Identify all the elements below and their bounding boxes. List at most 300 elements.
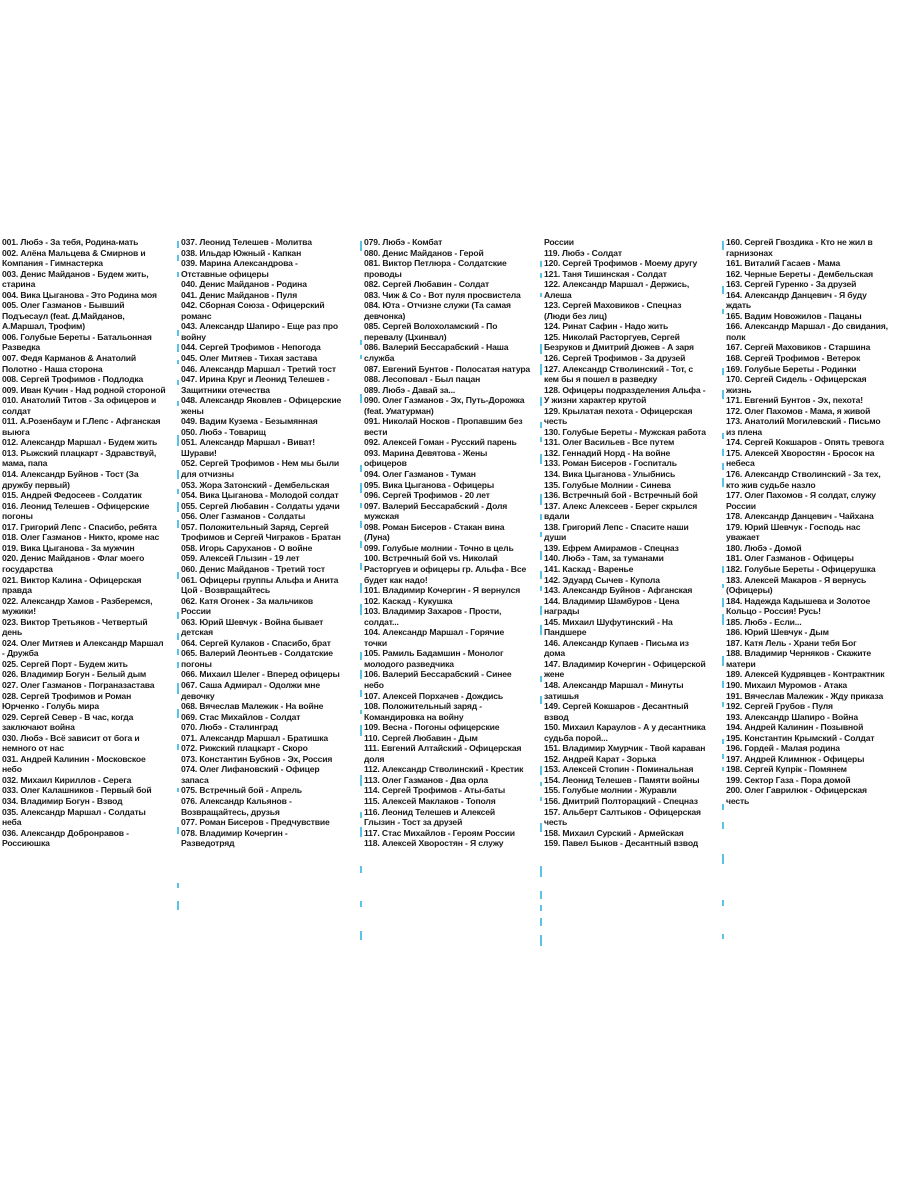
track-line: 098. Роман Бисеров - Стакан вина xyxy=(364,521,505,532)
track-line: 020. Денис Майданов - Флаг моего xyxy=(2,553,145,564)
track-line: 094. Олег Газманов - Туман xyxy=(364,469,476,480)
track-line: Компания - Гимнастерка xyxy=(2,258,103,269)
track-line: 169. Голубые Береты - Родинки xyxy=(726,363,857,374)
track-line: 076. Александр Кальянов - xyxy=(181,795,292,806)
track-line: 016. Леонид Телешев - Офицерские xyxy=(2,500,150,511)
track-line: Возвращайтесь, друзья xyxy=(181,806,280,817)
track-line: 024. Олег Митяев и Александр Маршал xyxy=(2,637,164,648)
track-line: небеса xyxy=(726,458,755,469)
track-line: 037. Леонид Телешев - Молитва xyxy=(181,237,312,247)
track-line: 175. Алексей Хворостян - Бросок на xyxy=(726,447,875,458)
track-line: 156. Дмитрий Полторацкий - Спецназ xyxy=(544,795,698,806)
track-line: 130. Голубые Береты - Мужская работа xyxy=(544,426,706,437)
track-line: 083. Чиж & Co - Вот пуля просвистела xyxy=(364,289,521,300)
track-line: 054. Вика Цыганова - Молодой солдат xyxy=(181,490,339,501)
track-line: 181. Олег Газманов - Офицеры xyxy=(726,553,854,564)
track-line: 190. Михаил Муромов - Атака xyxy=(726,679,847,690)
column-edge-mark xyxy=(722,368,724,375)
track-line: девчонка) xyxy=(364,310,406,321)
column-edge-mark xyxy=(540,586,542,591)
track-line: 028. Сергей Трофимов и Роман xyxy=(2,690,132,701)
column-edge-mark xyxy=(722,614,724,625)
track-line: дома xyxy=(544,648,566,659)
track-line: 143. Александр Буйнов - Афганская xyxy=(544,585,693,596)
track-line: 013. Рыжский плацкарт - Здравствуй, xyxy=(2,447,157,458)
track-line: (Люди без лиц) xyxy=(544,310,607,321)
track-line: 145. Михаил Шуфутинский - На xyxy=(544,616,673,627)
track-line: России xyxy=(726,500,756,511)
column-edge-mark xyxy=(177,360,179,364)
track-line: 048. Александр Яковлев - Офицерские xyxy=(181,395,342,406)
track-line: 038. Ильдар Южный - Капкан xyxy=(181,247,302,258)
column-edge-mark xyxy=(360,670,362,679)
track-line: 192. Сергей Грубов - Пуля xyxy=(726,701,833,712)
track-line: 128. Офицеры подразделения Альфа - xyxy=(544,384,706,395)
track-line: 091. Николай Носков - Пропавшим без xyxy=(364,416,523,427)
column-edge-mark xyxy=(360,465,362,472)
track-line: 131. Олег Васильев - Все путем xyxy=(544,437,675,448)
track-line: 126. Сергей Трофимов - За друзей xyxy=(544,353,686,364)
track-line: Защитники отечества xyxy=(181,384,270,395)
column-edge-mark xyxy=(722,584,724,588)
track-line: служба xyxy=(364,353,395,364)
track-line: 182. Голубые Береты - Офицерушка xyxy=(726,563,876,574)
tracklist-column-2 xyxy=(181,237,351,849)
track-line: 025. Сергей Порт - Будем жить xyxy=(2,658,128,669)
track-line: 113. Олег Газманов - Два орла xyxy=(364,774,489,785)
track-line: 194. Андрей Калинин - Позывной xyxy=(726,722,864,733)
track-line: 112. Александр Стволинский - Крестик xyxy=(364,764,524,775)
track-line: 180. Любэ - Домой xyxy=(726,542,802,553)
column-edge-mark xyxy=(540,532,542,537)
track-line: 058. Игорь Саруханов - О войне xyxy=(181,542,313,553)
track-line: 193. Александр Шапиро - Война xyxy=(726,711,858,722)
track-line: 109. Весна - Погоны офицерские xyxy=(364,722,500,733)
track-line: романс xyxy=(181,310,212,321)
column-edge-mark xyxy=(177,612,179,619)
track-line: 021. Виктор Калина - Офицерская xyxy=(2,574,142,585)
column-edge-mark xyxy=(722,656,724,666)
track-line: Россиюшка xyxy=(2,838,50,849)
track-line: 139. Ефрем Амирамов - Спецназ xyxy=(544,542,679,553)
column-edge-mark xyxy=(540,454,542,464)
track-line: ждать xyxy=(726,300,752,311)
track-line: будет как надо! xyxy=(364,574,428,585)
track-line: награды xyxy=(544,606,580,617)
track-line: 073. Константин Бубнов - Эх, Россия xyxy=(181,753,333,764)
track-line: Глызин - Тост за друзей xyxy=(364,817,463,828)
track-line: 050. Любэ - Товарищ xyxy=(181,426,266,437)
track-line: 090. Олег Газманов - Эх, Путь-Дорожка xyxy=(364,395,525,406)
track-line: дружбу первый) xyxy=(2,479,70,490)
track-line: Разведотряд xyxy=(181,838,235,849)
track-line: 135. Голубые Молнии - Синева xyxy=(544,479,671,490)
track-line: 040. Денис Майданов - Родина xyxy=(181,279,307,290)
track-line: 137. Алекс Алексеев - Берег скрылся xyxy=(544,500,698,511)
track-line: Подъесаул (feat. Д.Майданов, xyxy=(2,310,125,321)
track-line: 101. Владимир Кочергин - Я вернулся xyxy=(364,585,521,596)
track-line: 136. Встречный бой - Встречный бой xyxy=(544,490,698,501)
track-line: 144. Владимир Шамбуров - Цена xyxy=(544,595,680,606)
track-line: 086. Валерий Бессарабский - Наша xyxy=(364,342,509,353)
column-edge-mark xyxy=(722,900,724,906)
track-line: честь xyxy=(726,795,750,806)
track-line: 189. Алексей Кудрявцев - Контрактник xyxy=(726,669,885,680)
track-line: Расторгуев и офицеры гр. Альфа - Все xyxy=(364,563,527,574)
track-line: погоны xyxy=(2,511,33,522)
track-line: 008. Сергей Трофимов - Подлодка xyxy=(2,374,144,385)
track-line: 060. Денис Майданов - Третий тост xyxy=(181,563,325,574)
column-edge-mark xyxy=(177,255,179,261)
track-line: (Луна) xyxy=(364,532,390,543)
track-line: 066. Михаил Шелег - Вперед офицеры xyxy=(181,669,340,680)
column-edge-mark xyxy=(722,934,724,939)
track-line: России xyxy=(544,237,574,247)
column-edge-mark xyxy=(360,901,362,907)
column-edge-mark xyxy=(360,241,362,251)
track-line: проводы xyxy=(364,268,402,279)
column-edge-mark xyxy=(540,571,542,579)
track-line: 127. Александр Стволинский - Тот, с xyxy=(544,363,694,374)
column-edge-mark xyxy=(177,901,179,910)
track-line: 027. Олег Газманов - Пограназастава xyxy=(2,679,155,690)
track-line: 085. Сергей Волохоламский - По xyxy=(364,321,498,332)
column-edge-mark xyxy=(360,563,362,570)
track-line: 033. Олег Калашников - Первый бой xyxy=(2,785,152,796)
column-edge-mark xyxy=(177,709,179,718)
track-line: 155. Голубые молнии - Журавли xyxy=(544,785,677,796)
track-line: Командировка на войну xyxy=(364,711,464,722)
track-line: 183. Алексей Макаров - Я вернусь xyxy=(726,574,867,585)
track-line: 092. Алексей Гоман - Русский парень xyxy=(364,437,517,448)
track-line: 005. Олег Газманов - Бывший xyxy=(2,300,125,311)
track-line: 078. Владимир Кочергин - xyxy=(181,827,288,838)
track-line: 009. Иван Кучин - Над родной стороной xyxy=(2,384,166,395)
track-line: жены xyxy=(181,405,204,416)
track-line: 198. Сергей Купрік - Помянем xyxy=(726,764,847,775)
track-line: девочку xyxy=(181,690,215,701)
column-edge-mark xyxy=(177,470,179,479)
track-line: 165. Вадим Новожилов - Пацаны xyxy=(726,310,862,321)
track-line: 134. Вика Цыганова - Улыбнись xyxy=(544,469,676,480)
track-line: 095. Вика Цыганова - Офицеры xyxy=(364,479,495,490)
track-line: 168. Сергей Трофимов - Ветерок xyxy=(726,353,861,364)
track-line: 116. Леонид Телешев и Алексей xyxy=(364,806,496,817)
track-line: 102. Каскад - Кукушка xyxy=(364,595,453,606)
track-line: 014. Александр Буйнов - Тост (За xyxy=(2,469,139,480)
column-edge-mark xyxy=(360,812,362,818)
track-line: 172. Олег Пахомов - Мама, я живой xyxy=(726,405,871,416)
track-line: молодого разведчика xyxy=(364,658,454,669)
track-line: доля xyxy=(364,753,385,764)
track-line: 146. Александр Купаев - Письма из xyxy=(544,637,689,648)
track-line: уважает xyxy=(726,532,760,543)
track-line: 084. Юта - Отчизне служи (Та самая xyxy=(364,300,511,311)
column-edge-mark xyxy=(722,754,724,759)
track-line: офицеров xyxy=(364,458,407,469)
track-line: 138. Григорий Лепс - Спасите наши xyxy=(544,521,689,532)
track-line: государства xyxy=(2,563,53,574)
track-line: 163. Сергей Гуренко - За друзей xyxy=(726,279,857,290)
track-line: 064. Сергей Кулаков - Спасибо, брат xyxy=(181,637,331,648)
column-edge-mark xyxy=(360,541,362,548)
column-edge-mark xyxy=(177,633,179,640)
column-edge-mark xyxy=(540,422,542,428)
column-edge-mark xyxy=(540,606,542,615)
track-line: жене xyxy=(544,669,565,680)
track-line: 030. Любэ - Всё зависит от бога и xyxy=(2,732,140,743)
column-edge-mark xyxy=(540,293,542,297)
track-line: 147. Владимир Кочергин - Офицерской xyxy=(544,658,706,669)
column-edge-mark xyxy=(540,905,542,911)
track-line: 125. Николай Расторгуев, Сергей xyxy=(544,331,680,342)
column-edge-mark xyxy=(540,935,542,946)
track-line: 077. Роман Бисеров - Предчувствие xyxy=(181,817,330,828)
track-line: А.Маршал, Трофим) xyxy=(2,321,85,332)
track-line: 097. Валерий Бессарабский - Доля xyxy=(364,500,508,511)
track-line: 119. Любэ - Солдат xyxy=(544,247,622,258)
column-edge-mark xyxy=(540,494,542,505)
track-line: кем бы я пошел в разведку xyxy=(544,374,658,385)
track-line: 118. Алексей Хворостян - Я служу xyxy=(364,838,504,849)
track-line: 104. Александр Маршал - Горячие xyxy=(364,627,505,638)
column-edge-mark xyxy=(360,483,362,493)
track-line: 174. Сергей Кокшаров - Опять тревога xyxy=(726,437,884,448)
track-line: 159. Павел Быков - Десантный взвод xyxy=(544,838,699,849)
track-line: Разведка xyxy=(2,342,41,353)
track-line: 056. Олег Газманов - Солдаты xyxy=(181,511,306,522)
column-edge-mark xyxy=(540,625,542,635)
track-line: 070. Любэ - Сталинград xyxy=(181,722,278,733)
track-line: 067. Саша Адмирал - Одолжи мне xyxy=(181,679,320,690)
column-edge-mark xyxy=(540,261,542,267)
track-line: 162. Черные Береты - Дембельская xyxy=(726,268,873,279)
track-line: (Офицеры) xyxy=(726,585,773,596)
column-edge-mark xyxy=(722,286,724,294)
track-line: 063. Юрий Шевчук - Война бывает xyxy=(181,616,324,627)
track-line: 049. Вадим Кузема - Безымянная xyxy=(181,416,318,427)
track-line: выюга xyxy=(2,426,30,437)
track-line: 132. Геннадий Норд - На войне xyxy=(544,447,671,458)
track-line: 152. Андрей Карат - Зорька xyxy=(544,753,657,764)
track-line: 108. Положительный заряд - xyxy=(364,701,483,712)
track-line: 149. Сергей Кокшаров - Десантный xyxy=(544,701,689,712)
track-line: 089. Любэ - Давай за... xyxy=(364,384,456,395)
track-line: 006. Голубые Береты - Батальонная xyxy=(2,331,152,342)
track-line: 035. Александр Маршал - Солдаты xyxy=(2,806,146,817)
track-line: 080. Денис Майданов - Герой xyxy=(364,247,484,258)
track-line: 065. Валерий Леонтьев - Солдатские xyxy=(181,648,333,659)
track-line: 059. Алексей Глызин - 19 лет xyxy=(181,553,300,564)
track-line: 167. Сергей Маховиков - Старшина xyxy=(726,342,871,353)
track-line: 047. Ирина Круг и Леонид Телешев - xyxy=(181,374,330,385)
track-line: Кольцо - Россия! Русь! xyxy=(726,606,821,617)
track-line: 161. Виталий Гасаев - Мама xyxy=(726,258,841,269)
tracklist-column-1 xyxy=(2,237,172,849)
column-edge-mark xyxy=(177,502,179,512)
column-edge-mark xyxy=(722,241,724,250)
track-line: точки xyxy=(364,637,387,648)
column-edge-mark xyxy=(360,521,362,528)
track-line: 107. Алексей Порхачев - Дождись xyxy=(364,690,504,701)
column-edge-mark xyxy=(177,883,179,888)
track-line: 041. Денис Майданов - Пуля xyxy=(181,289,298,300)
column-edge-mark xyxy=(360,503,362,508)
track-line: 057. Положительный Заряд, Сергей xyxy=(181,521,329,532)
track-line: 184. Надежда Кадышева и Золотое xyxy=(726,595,871,606)
track-line: Юрченко - Голубь мира xyxy=(2,701,100,712)
column-edge-mark xyxy=(722,854,724,864)
track-line: 099. Голубые молнии - Точно в цель xyxy=(364,542,514,553)
track-line: 171. Евгений Бунтов - Эх, пехота! xyxy=(726,395,863,406)
track-line: 052. Сергей Трофимов - Нем мы были xyxy=(181,458,340,469)
column-edge-mark xyxy=(722,804,724,810)
track-line: мужики! xyxy=(2,606,36,617)
track-line: небо xyxy=(364,679,384,690)
track-line: 153. Алексей Стопин - Поминальная xyxy=(544,764,694,775)
track-line: 110. Сергей Любавин - Дым xyxy=(364,732,478,743)
column-edge-mark xyxy=(722,739,724,744)
track-line: 195. Константин Крымский - Солдат xyxy=(726,732,875,743)
track-line: войну xyxy=(181,331,206,342)
track-line: честь xyxy=(544,416,568,427)
tracklist-column-4 xyxy=(544,237,714,849)
column-edge-mark xyxy=(360,931,362,940)
column-edge-mark xyxy=(360,866,362,873)
track-line: судьба порой... xyxy=(544,732,608,743)
column-edge-mark xyxy=(540,866,542,877)
column-edge-mark xyxy=(722,681,724,688)
track-line: 023. Виктор Третьяков - Четвертый xyxy=(2,616,148,627)
track-line: 121. Таня Тишинская - Солдат xyxy=(544,268,667,279)
track-line: 001. Любэ - За тебя, Родина-мать xyxy=(2,237,139,247)
track-line: 029. Сергей Север - В час, когда xyxy=(2,711,134,722)
track-line: 100. Встречный бой vs. Николай xyxy=(364,553,498,564)
track-line: 150. Михаил Караулов - А у десантника xyxy=(544,722,706,733)
track-line: 185. Любэ - Если... xyxy=(726,616,802,627)
track-line: погоны xyxy=(181,658,212,669)
track-line: 044. Сергей Трофимов - Непогода xyxy=(181,342,321,353)
column-edge-mark xyxy=(722,702,724,707)
track-line: 087. Евгений Бунтов - Полосатая натура xyxy=(364,363,531,374)
column-edge-mark xyxy=(177,649,179,655)
track-line: перевалу (Цхинвал) xyxy=(364,331,447,342)
track-line: 178. Александр Данцевич - Чайхана xyxy=(726,511,874,522)
column-edge-mark xyxy=(540,696,542,704)
track-line: 200. Олег Гаврилюк - Офицерская xyxy=(726,785,867,796)
track-line: 187. Катя Лель - Храни тебя Бог xyxy=(726,637,857,648)
track-line: заключают война xyxy=(2,722,75,733)
column-edge-mark xyxy=(360,583,362,593)
track-line: 173. Анатолий Могилевский - Письмо xyxy=(726,416,881,427)
track-line: 042. Сборная Союза - Офицерский xyxy=(181,300,325,311)
column-edge-mark xyxy=(177,380,179,385)
track-line: 075. Встречный бой - Апрель xyxy=(181,785,302,796)
track-line: 176. Александр Стволинский - За тех, xyxy=(726,469,881,480)
track-line: 053. Жора Затонский - Дембельская xyxy=(181,479,330,490)
column-edge-mark xyxy=(360,725,362,736)
track-line: 036. Александр Добронравов - xyxy=(2,827,129,838)
column-edge-mark xyxy=(177,241,179,248)
track-line: 179. Юрий Шевчук - Господь нас xyxy=(726,521,861,532)
track-line: 123. Сергей Маховиков - Спецназ xyxy=(544,300,682,311)
track-line: 046. Александр Маршал - Третий тост xyxy=(181,363,336,374)
track-line: 133. Роман Бисеров - Госпиталь xyxy=(544,458,677,469)
column-edge-mark xyxy=(540,797,542,801)
track-line: 004. Вика Цыганова - Это Родина моя xyxy=(2,289,157,300)
track-line: 106. Валерий Бессарабский - Синее xyxy=(364,669,512,680)
track-line: 051. Александр Маршал - Виват! xyxy=(181,437,315,448)
track-line: день xyxy=(2,627,23,638)
track-line: из плена xyxy=(726,426,763,437)
column-edge-mark xyxy=(540,551,542,560)
column-edge-mark xyxy=(360,355,362,359)
track-line: мужская xyxy=(364,511,399,522)
column-edge-mark xyxy=(540,918,542,926)
track-line: 072. Рижский плацкарт - Скоро xyxy=(181,743,308,754)
track-line: детская xyxy=(181,627,214,638)
track-line: неба xyxy=(2,817,22,828)
column-edge-mark xyxy=(177,744,179,750)
track-line: жизнь xyxy=(726,384,752,395)
track-line: Алеша xyxy=(544,289,572,300)
track-line: 032. Михаил Кириллов - Серега xyxy=(2,774,132,785)
track-line: солдат xyxy=(2,405,31,416)
column-edge-mark xyxy=(722,390,724,399)
track-line: для отчизны xyxy=(181,469,234,480)
track-line: немного от нас xyxy=(2,743,65,754)
track-line: 197. Андрей Климнюк - Офицеры xyxy=(726,753,865,764)
track-line: 011. А.Розенбаум и Г.Лепс - Афганская xyxy=(2,416,161,427)
track-line: 105. Рамиль Бадамшин - Монолог xyxy=(364,648,504,659)
track-line: 018. Олег Газманов - Никто, кроме нас xyxy=(2,532,160,543)
track-line: 026. Владимир Богун - Белый дым xyxy=(2,669,147,680)
track-line: 170. Сергей Сидель - Офицерская xyxy=(726,374,867,385)
tracklist-column-5 xyxy=(726,237,896,807)
track-line: 061. Офицеры группы Альфа и Анита xyxy=(181,574,339,585)
track-line: 158. Михаил Сурский - Армейская xyxy=(544,827,684,838)
column-edge-mark xyxy=(722,478,724,487)
track-line: души xyxy=(544,532,567,543)
track-line: Цой - Возвращайтесь xyxy=(181,585,270,596)
track-line: 082. Сергей Любавин - Солдат xyxy=(364,279,490,290)
column-edge-mark xyxy=(540,397,542,406)
track-line: мама, папа xyxy=(2,458,48,469)
column-edge-mark xyxy=(177,344,179,352)
track-line: взвод xyxy=(544,711,569,722)
track-line: 017. Григорий Лепс - Спасибо, ребята xyxy=(2,521,157,532)
track-line: 120. Сергей Трофимов - Моему другу xyxy=(544,258,698,269)
column-edge-mark xyxy=(540,364,542,375)
track-line: матери xyxy=(726,658,756,669)
track-line: 177. Олег Пахомов - Я солдат, служу xyxy=(726,490,876,501)
track-line: 186. Юрий Шевчук - Дым xyxy=(726,627,829,638)
track-line: 088. Лесоповал - Был пацан xyxy=(364,374,481,385)
track-line: затишья xyxy=(544,690,579,701)
track-line: Полотно - Наша сторона xyxy=(2,363,103,374)
track-line: 115. Алексей Маклаков - Тополя xyxy=(364,795,496,806)
column-edge-mark xyxy=(360,827,362,837)
track-line: 019. Вика Цыганова - За мужчин xyxy=(2,542,135,553)
track-line: старина xyxy=(2,279,36,290)
track-line: 074. Олег Лифановский - Офицер xyxy=(181,764,320,775)
track-line: 081. Виктор Петлюра - Солдатские xyxy=(364,258,507,269)
track-line: Безруков и Дмитрий Дюжев - А заря xyxy=(544,342,694,353)
column-edge-mark xyxy=(722,433,724,439)
column-edge-mark xyxy=(177,520,179,528)
track-line: 141. Каскад - Варенье xyxy=(544,563,634,574)
column-edge-mark xyxy=(177,435,179,446)
